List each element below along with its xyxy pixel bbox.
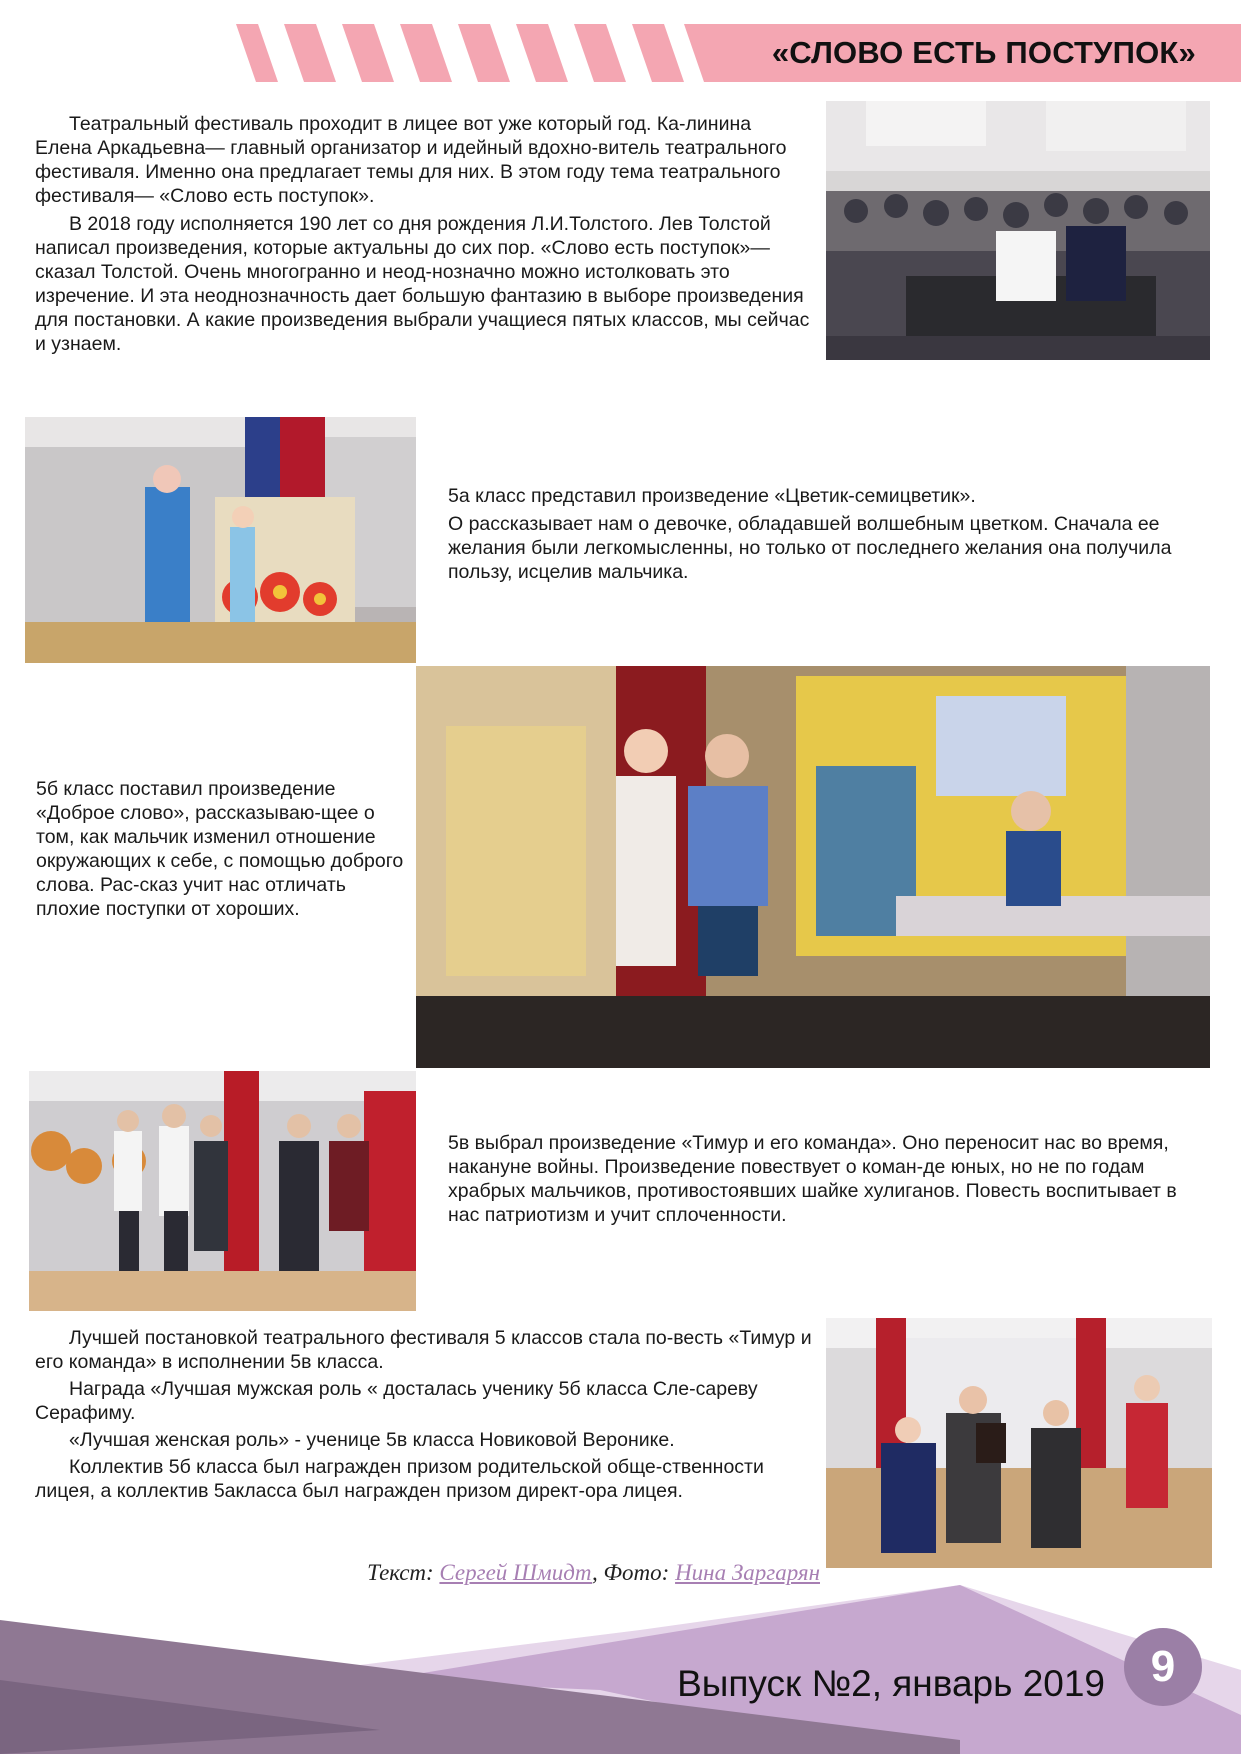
- page-title: «СЛОВО ЕСТЬ ПОСТУПОК»: [771, 35, 1196, 70]
- class-5a-article: [448, 484, 1188, 584]
- awards-paragraph: «Лучшая женская роль» - ученице 5в класса Новиковой Веронике.: [69, 1429, 675, 1451]
- class-5a-photo: [25, 417, 416, 663]
- intro-article: [35, 112, 810, 356]
- intro-paragraph: В 2018 году исполняется 190 лет со дня рождения Л.И.Толстого. Лев Толстой написал произведения, которые актуальны до сих пор. «Слово есть поступок»— сказал Толстой. Очень многогранно и неод-нозначно можно истолковать это изречение. И эта неоднозначность дает большую фантазию в выборе произведения для постановки. А какие произведения выбрали учащиеся пятых классов, мы сейчас и узнаем.: [35, 213, 810, 355]
- issue-label: Выпуск №2, январь 2019: [677, 1663, 1105, 1704]
- credits-separator: ,: [592, 1560, 604, 1585]
- header-banner: [236, 24, 1241, 82]
- class-5v-paragraph: 5в выбрал произведение «Тимур и его команда». Оно переносит нас во время, накануне войны. Произведение повествует о коман-де юных, но не по годам храбрых мальчиков, противостоявших шайке хулиганов. Повесть воспитывает в нас патриотизм и учит сплоченности.: [448, 1132, 1177, 1226]
- class-5a-paragraph: 5а класс представил произведение «Цветик-семицветик».: [448, 485, 976, 507]
- awards-paragraph: Коллектив 5б класса был награжден призом родительской обще-ственности лицея, а коллектив 5акласса был награжден призом директ-ора лицея.: [35, 1456, 764, 1502]
- awards-article: [35, 1326, 825, 1503]
- class-5b-photo: [416, 666, 1210, 1068]
- class-5b-paragraph: 5б класс поставил произведение «Доброе слово», рассказываю-щее о том, как мальчик изменил отношение окружающих к себе, с помощью доброго слова. Рас-сказ учит нас отличать плохие поступки от хороших.: [36, 778, 404, 920]
- award-photo: [826, 1318, 1212, 1568]
- intro-paragraph: Театральный фестиваль проходит в лицее вот уже который год. Ка-линина Елена Аркадьевна— главный организатор и идейный вдохно-витель театрального фестиваля. Именно она предлагает темы для них. В этом году тема театрального фестиваля— «Слово есть поступок».: [35, 113, 787, 207]
- photo-author-link[interactable]: Нина Заргарян: [675, 1560, 820, 1585]
- text-author-link[interactable]: Сергей Шмидт: [439, 1560, 593, 1585]
- credits-text-label: Текст:: [367, 1560, 440, 1585]
- class-5v-article: [448, 1131, 1188, 1227]
- class-5v-photo: [29, 1071, 416, 1311]
- class-5b-article: [36, 777, 406, 921]
- page-number: 9: [1150, 1642, 1176, 1691]
- awards-paragraph: Лучшей постановкой театрального фестиваля 5 классов стала по-весть «Тимур и его команда» в исполнении 5в класса.: [35, 1327, 812, 1373]
- awards-paragraph: Награда «Лучшая мужская роль « досталась ученику 5б класса Сле-сареву Серафиму.: [35, 1378, 758, 1424]
- credits-photo-label: Фото:: [603, 1560, 676, 1585]
- header-stripes: [236, 24, 706, 82]
- class-5a-paragraph: О рассказывает нам о девочке, обладавшей волшебным цветком. Сначала ее желания были легкомысленны, но только от последнего желания она получила пользу, исцелив мальчика.: [448, 513, 1172, 583]
- audience-photo: [826, 101, 1210, 360]
